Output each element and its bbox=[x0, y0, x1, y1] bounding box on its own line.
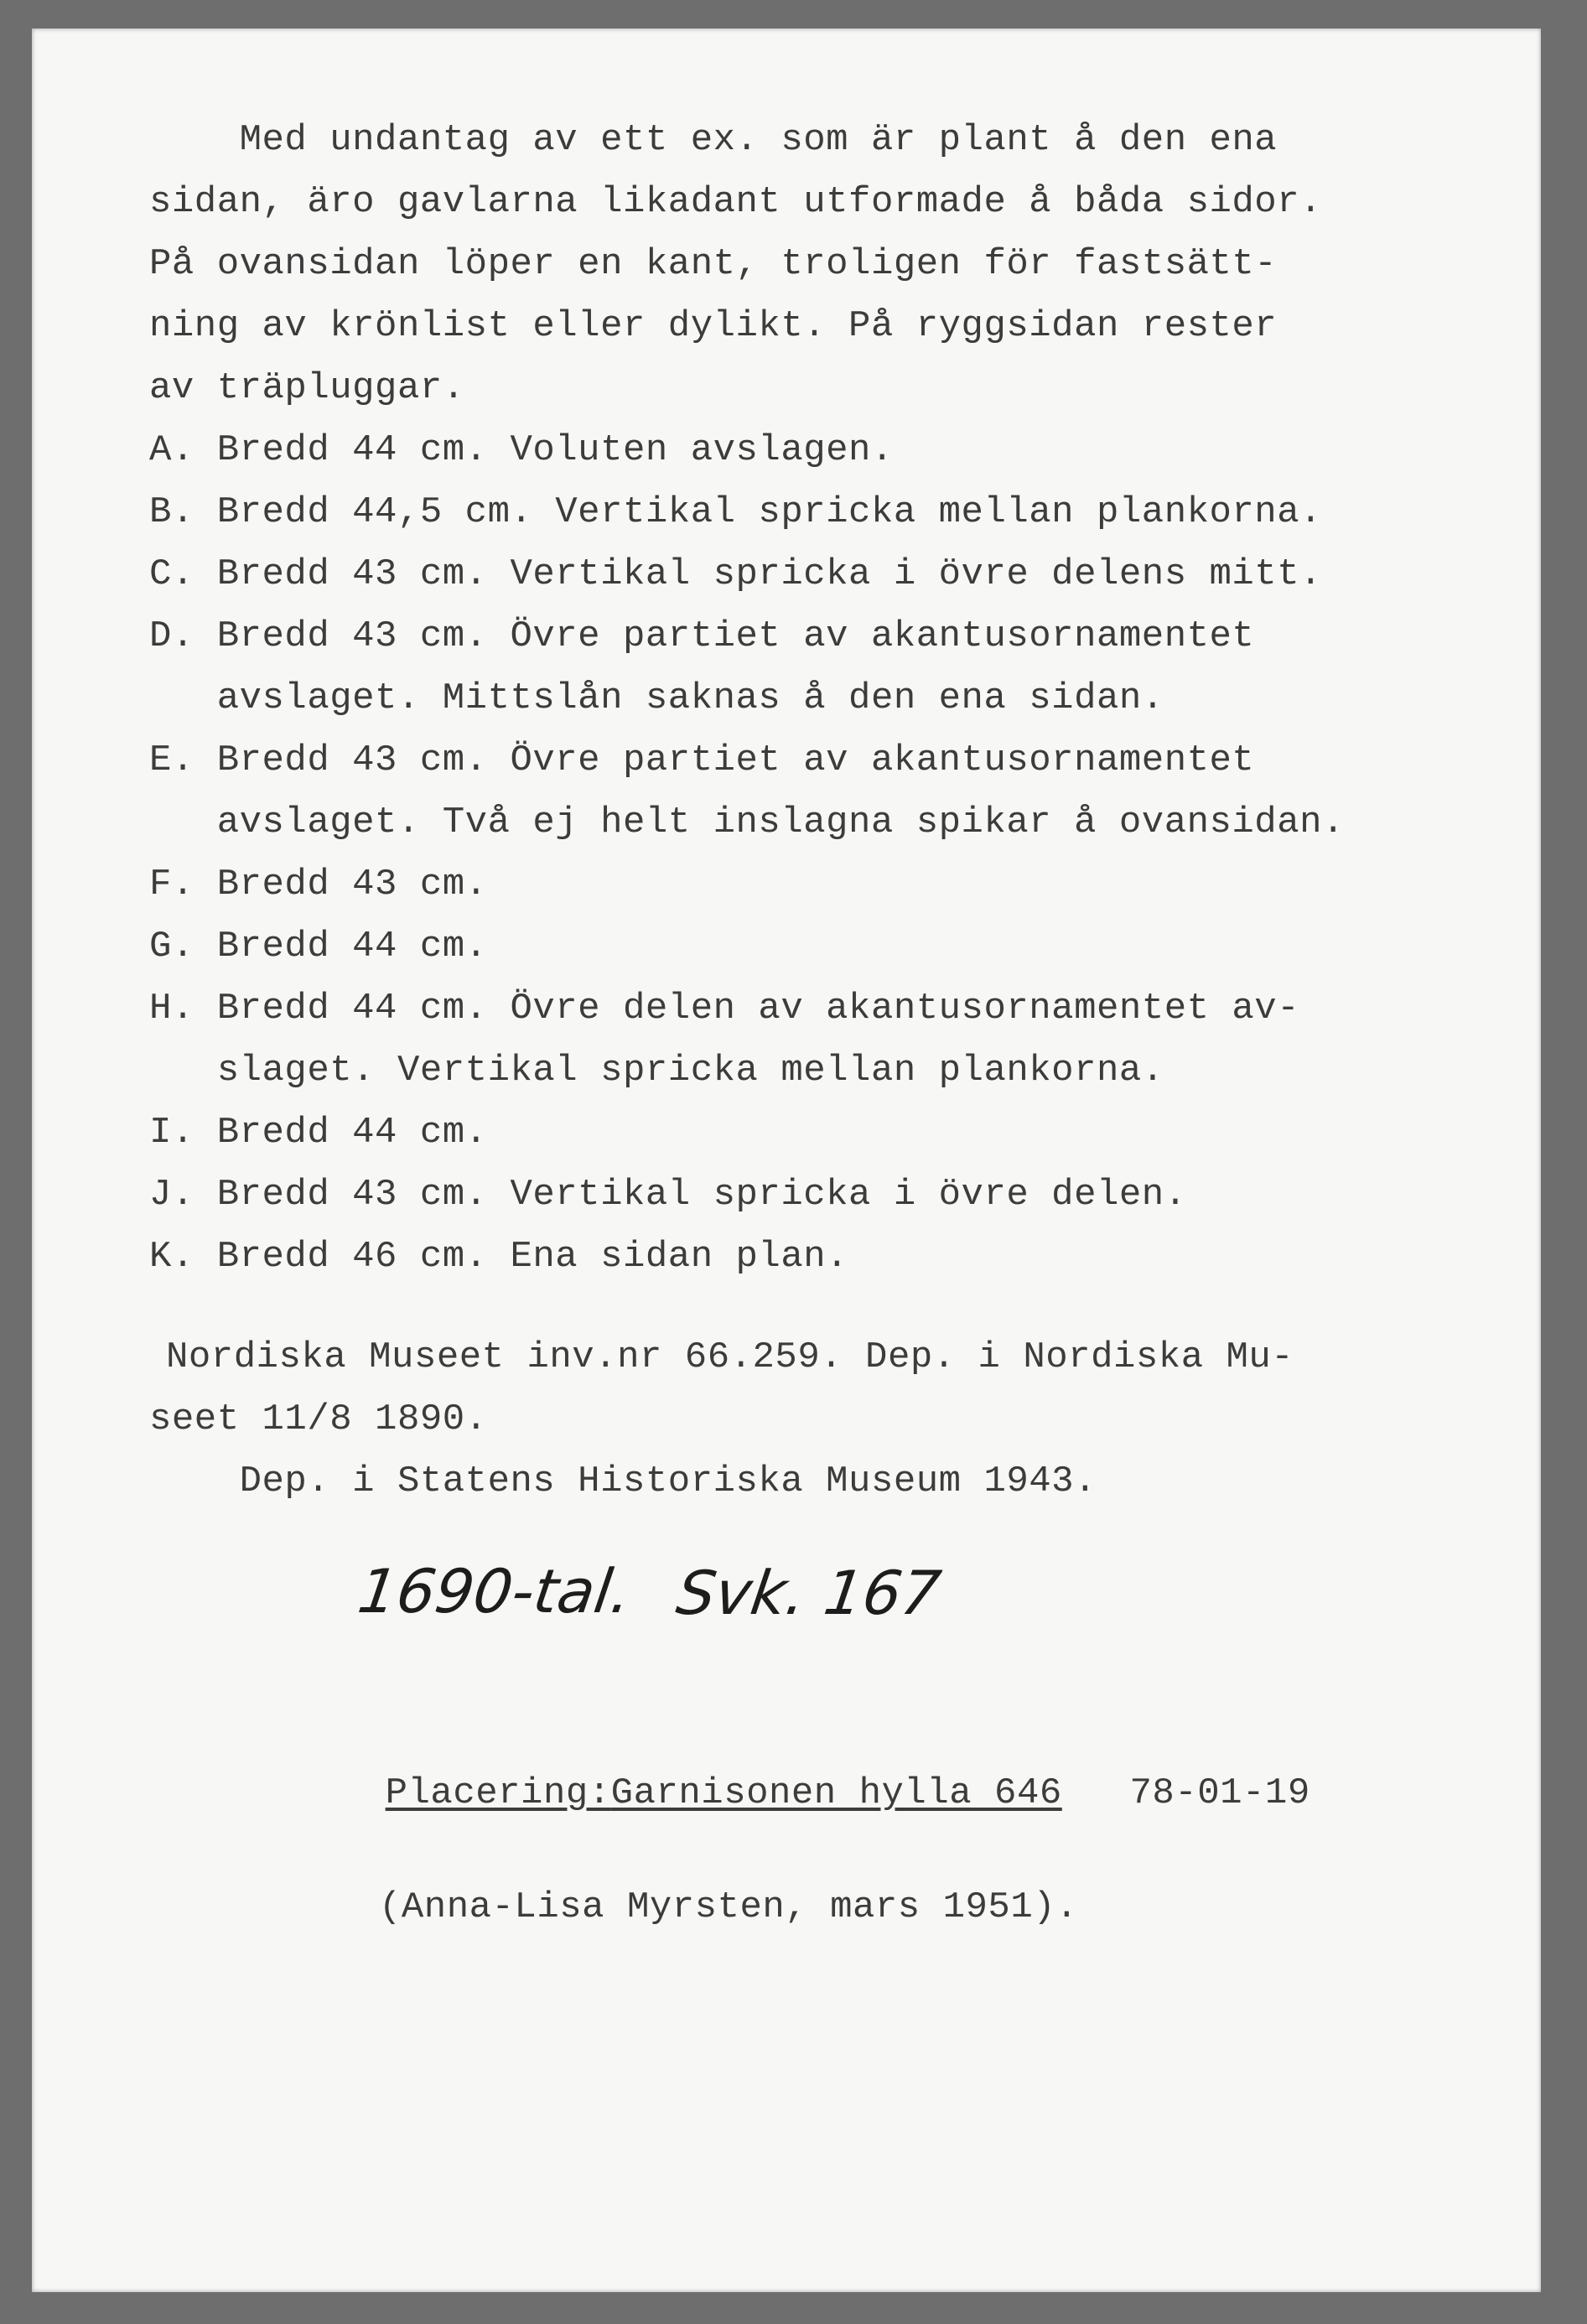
placement-row bbox=[295, 1730, 1310, 1856]
item-j: J. Bredd 43 cm. Vertikal spricka i övre delen. bbox=[149, 1174, 1187, 1216]
item-g: G. Bredd 44 cm. bbox=[149, 926, 488, 967]
item-d-line-2: avslaget. Mittslån saknas å den ena sidan. bbox=[149, 677, 1164, 719]
museum-line-1: Nordiska Museet inv.nr 66.259. Dep. i Nordiska Mu- bbox=[166, 1336, 1294, 1378]
item-i: I. Bredd 44 cm. bbox=[149, 1112, 488, 1154]
museum-line-2: seet 11/8 1890. bbox=[149, 1398, 488, 1440]
intro-line-4: ning av krönlist eller dylikt. På ryggsidan rester bbox=[149, 305, 1278, 347]
item-f: F. Bredd 43 cm. bbox=[149, 864, 488, 905]
item-d-line-1: D. Bredd 43 cm. Övre partiet av akantusornamentet bbox=[149, 615, 1255, 657]
item-c: C. Bredd 43 cm. Vertikal spricka i övre delens mitt. bbox=[149, 553, 1323, 595]
intro-line-5: av träpluggar. bbox=[149, 367, 465, 409]
intro-line-2: sidan, äro gavlarna likadant utformade å båda sidor. bbox=[149, 181, 1323, 223]
item-k: K. Bredd 46 cm. Ena sidan plan. bbox=[149, 1236, 849, 1278]
item-b: B. Bredd 44,5 cm. Vertikal spricka mellan plankorna. bbox=[149, 491, 1323, 533]
placement-location: Garnisonen hylla 646 bbox=[610, 1772, 1062, 1814]
item-h-line-2: slaget. Vertikal spricka mellan plankorna. bbox=[149, 1050, 1164, 1092]
item-e-line-1: E. Bredd 43 cm. Övre partiet av akantusornamentet bbox=[149, 739, 1255, 781]
handwritten-period: 1690-tal. bbox=[354, 1556, 636, 1626]
item-e-line-2: avslaget. Två ej helt inslagna spikar å ovansidan. bbox=[149, 801, 1345, 843]
item-h-line-1: H. Bredd 44 cm. Övre delen av akantusornamentet av- bbox=[149, 988, 1300, 1030]
placement-label: Placering: bbox=[385, 1772, 611, 1814]
intro-line-3: På ovansidan löper en kant, troligen för fastsätt- bbox=[149, 243, 1278, 285]
museum-line-3: Dep. i Statens Historiska Museum 1943. bbox=[149, 1460, 1097, 1502]
item-a: A. Bredd 44 cm. Voluten avslagen. bbox=[149, 429, 894, 471]
intro-line-1: Med undantag av ett ex. som är plant å den ena bbox=[149, 119, 1278, 161]
author-credit: (Anna-Lisa Myrsten, mars 1951). bbox=[379, 1886, 1079, 1928]
document-card bbox=[32, 29, 1541, 2292]
placement-date: 78-01-19 bbox=[1129, 1772, 1310, 1814]
handwritten-ref: Svk. 167 bbox=[672, 1558, 946, 1628]
